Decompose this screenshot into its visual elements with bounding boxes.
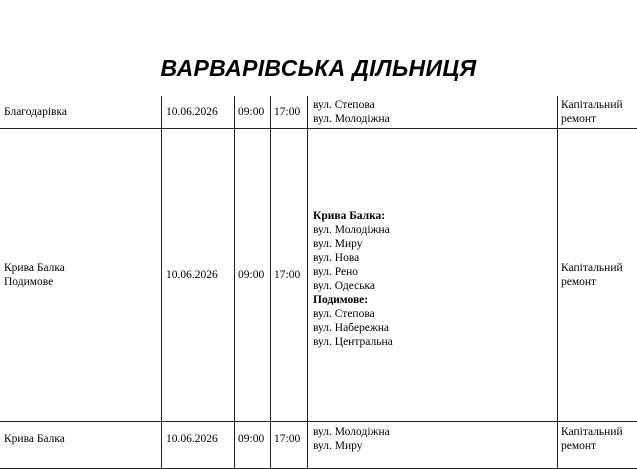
village-group-heading: Подимове: bbox=[313, 293, 554, 307]
street-name: вул. Нова bbox=[313, 251, 554, 265]
date-cell: 10.06.2026 bbox=[162, 129, 235, 422]
work-type-line: Капітальний bbox=[561, 425, 634, 439]
streets-cell bbox=[308, 96, 558, 129]
date-cell: 10.06.2026 bbox=[162, 96, 235, 129]
street-name: вул. Степова bbox=[313, 98, 554, 112]
village-cell bbox=[0, 129, 162, 422]
start-time-cell: 09:00 bbox=[235, 422, 271, 469]
village-group-heading: Крива Балка: bbox=[313, 209, 554, 223]
work-type-cell bbox=[558, 422, 637, 469]
village-cell bbox=[0, 422, 162, 469]
page-title: ВАРВАРІВСЬКА ДІЛЬНИЦЯ bbox=[0, 52, 637, 84]
streets-cell bbox=[308, 422, 558, 469]
village-name: Крива Балка bbox=[4, 261, 158, 275]
street-name: вул. Молодіжна bbox=[313, 112, 554, 126]
village-name: Благодарівка bbox=[4, 105, 158, 119]
start-time-cell: 09:00 bbox=[235, 96, 271, 129]
end-time-cell: 17:00 bbox=[271, 422, 308, 469]
street-name: вул. Рено bbox=[313, 265, 554, 279]
street-name: вул. Одеська bbox=[313, 279, 554, 293]
street-name: вул. Центральна bbox=[313, 335, 554, 349]
table-row bbox=[0, 422, 637, 469]
end-time-cell: 17:00 bbox=[271, 129, 308, 422]
table-row bbox=[0, 129, 637, 422]
village-name: Крива Балка bbox=[4, 432, 158, 446]
street-name: вул. Миру bbox=[313, 237, 554, 251]
end-time-cell: 17:00 bbox=[271, 96, 308, 129]
work-type-line: ремонт bbox=[561, 275, 634, 289]
street-name: вул. Молодіжна bbox=[313, 425, 554, 439]
table-row bbox=[0, 96, 637, 129]
village-cell bbox=[0, 96, 162, 129]
street-name: вул. Молодіжна bbox=[313, 223, 554, 237]
work-type-cell bbox=[558, 96, 637, 129]
street-name: вул. Набережна bbox=[313, 321, 554, 335]
work-type-line: Капітальний bbox=[561, 98, 634, 112]
streets-cell bbox=[308, 129, 558, 422]
work-type-line: ремонт bbox=[561, 112, 634, 126]
work-type-line: Капітальний bbox=[561, 261, 634, 275]
street-name: вул. Степова bbox=[313, 307, 554, 321]
work-type-line: ремонт bbox=[561, 439, 634, 453]
village-name: Подимове bbox=[4, 275, 158, 289]
start-time-cell: 09:00 bbox=[235, 129, 271, 422]
work-type-cell bbox=[558, 129, 637, 422]
outage-schedule-table bbox=[0, 96, 637, 469]
date-cell: 10.06.2026 bbox=[162, 422, 235, 469]
street-name: вул. Миру bbox=[313, 439, 554, 453]
